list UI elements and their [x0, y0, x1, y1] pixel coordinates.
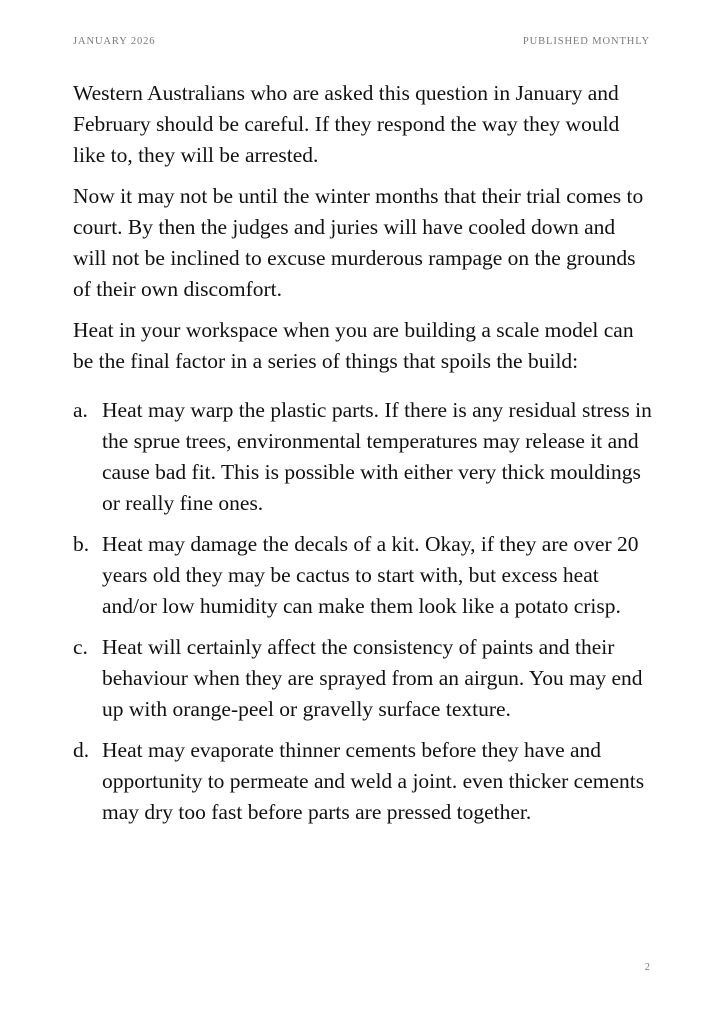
- list-marker: c.: [73, 635, 88, 659]
- list-item: [73, 735, 653, 828]
- header-date: JANUARY 2026: [73, 36, 156, 47]
- list-marker: d.: [73, 738, 90, 762]
- list-marker: b.: [73, 532, 90, 556]
- paragraph: Now it may not be until the winter months that their trial comes to court. By then the judges and juries will have cooled down and will not be inclined to excuse murderous rampage on the grounds of their own discomfort.: [73, 184, 644, 301]
- list-item-text: Heat may warp the plastic parts. If there is any residual stress in the sprue trees, environmental temperatures may release it and cause bad fit. This is possible with either very thick mouldings or really fine ones.: [102, 398, 652, 515]
- article-body: [73, 78, 653, 838]
- page-number: 2: [644, 962, 650, 973]
- list-item-text: Heat may damage the decals of a kit. Okay, if they are over 20 years old they may be cactus to start with, but excess heat and/or low humidity can make them look like a potato crisp.: [102, 532, 639, 618]
- list-item: [73, 529, 653, 622]
- list-marker: a.: [73, 398, 88, 422]
- paragraph: Heat in your workspace when you are building a scale model can be the final factor in a series of things that spoils the build:: [73, 318, 634, 373]
- header-publication-frequency: PUBLISHED MONTHLY: [522, 36, 650, 47]
- list-item-text: Heat may evaporate thinner cements before they have and opportunity to permeate and weld a joint. even thicker cements may dry too fast before parts are pressed together.: [102, 738, 645, 824]
- list-item-text: Heat will certainly affect the consistency of paints and their behaviour when they are sprayed from an airgun. You may end up with orange-peel or gravelly surface texture.: [102, 635, 643, 721]
- running-header: [73, 36, 650, 50]
- list-item: [73, 632, 653, 725]
- paragraph: Western Australians who are asked this question in January and February should be careful. If they respond the way they would like to, they will be arrested.: [73, 81, 620, 167]
- lettered-list: [73, 395, 653, 828]
- list-item: [73, 395, 653, 519]
